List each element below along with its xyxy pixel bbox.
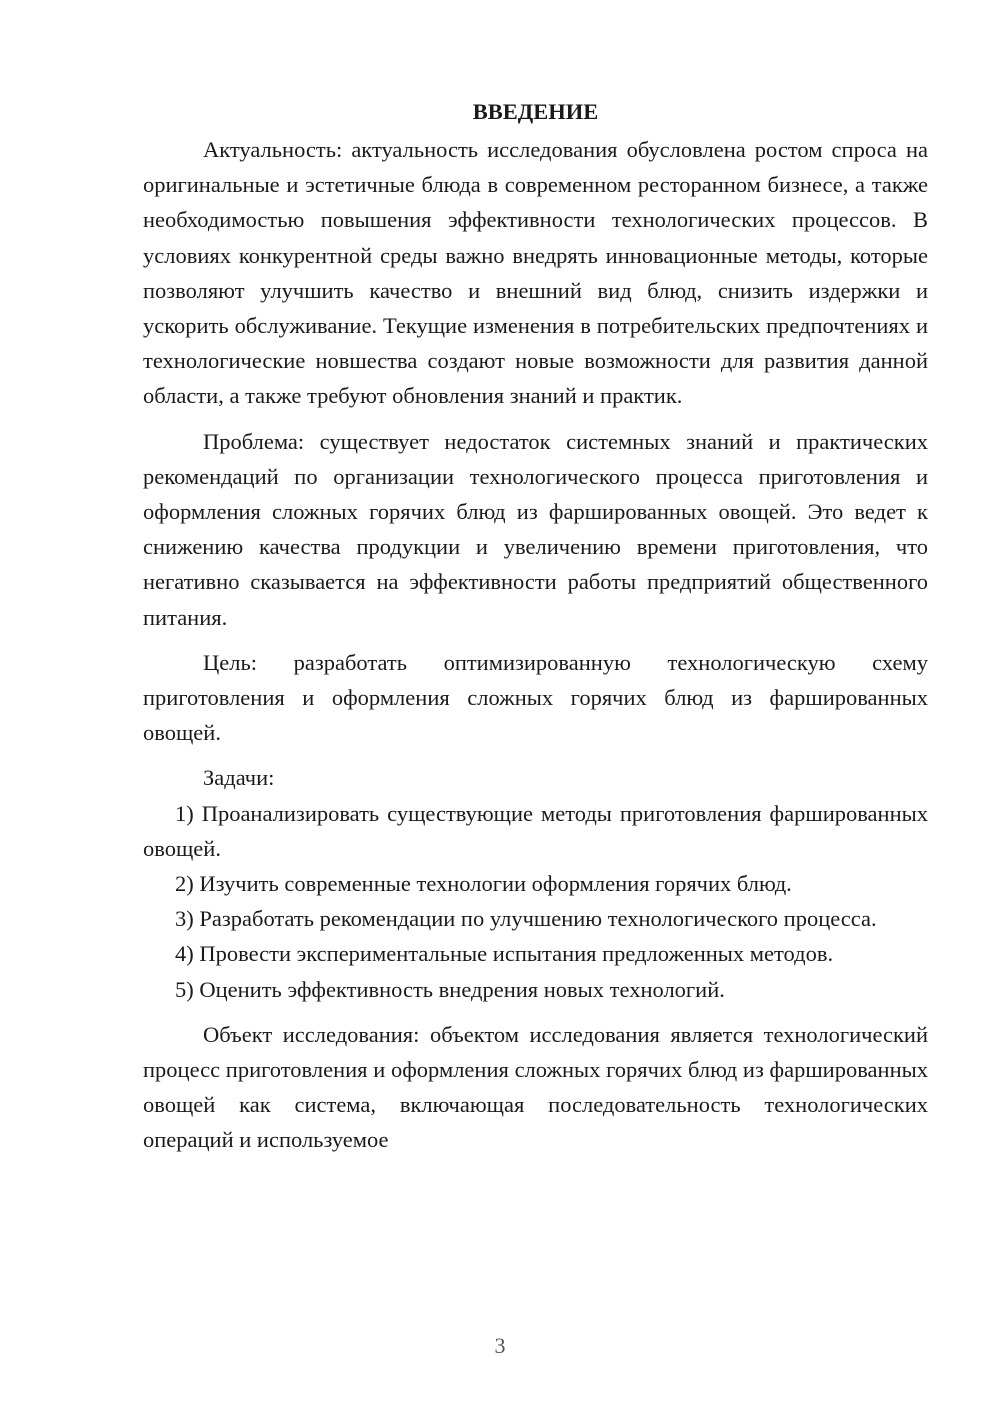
task-item-5: 5) Оценить эффективность внедрения новых технологий. (175, 976, 725, 1002)
object-paragraph: Объект исследования: объектом исследования является технологический процесс приготовления и оформления сложных горячих блюд из фаршированных овощей как система, включающая последовательность технологических операций и используемое (143, 1021, 928, 1153)
problem-paragraph: Проблема: существует недостаток системных знаний и практических рекомендаций по организации технологического процесса приготовления и оформления сложных горячих блюд из фаршированных овощей. Это ведет к снижению качества продукции и увеличению времени приготовления, что негативно сказывается на эффективности работы предприятий общественного питания. (143, 428, 928, 630)
section-heading: ВВЕДЕНИЕ (472, 99, 599, 124)
goal-paragraph: Цель: разработать оптимизированную технологическую схему приготовления и оформления сложных горячих блюд из фаршированных овощей. (143, 649, 928, 746)
document-page (143, 92, 928, 1158)
task-item-4: 4) Провести экспериментальные испытания предложенных методов. (175, 941, 834, 967)
task-item-3: 3) Разработать рекомендации по улучшению технологического процесса. (175, 906, 877, 932)
relevance-paragraph: Актуальность: актуальность исследования обусловлена ростом спроса на оригинальные и эстетичные блюда в современном ресторанном бизнесе, а также необходимостью повышения эффективности технологических процессов. В условиях конкурентной среды важно внедрять инновационные методы, которые позволяют улучшить качество и внешний вид блюд, снизить издержки и ускорить обслуживание. Текущие изменения в потребительских предпочтениях и технологические новшества создают новые возможности для развития данной области, а также требуют обновления знаний и практик. (143, 137, 928, 409)
page-number: 3 (494, 1333, 506, 1358)
task-item-2: 2) Изучить современные технологии оформления горячих блюд. (175, 871, 792, 897)
task-item-1: 1) Проанализировать существующие методы приготовления фаршированных овощей. (143, 800, 928, 861)
tasks-label: Задачи: (203, 765, 275, 791)
